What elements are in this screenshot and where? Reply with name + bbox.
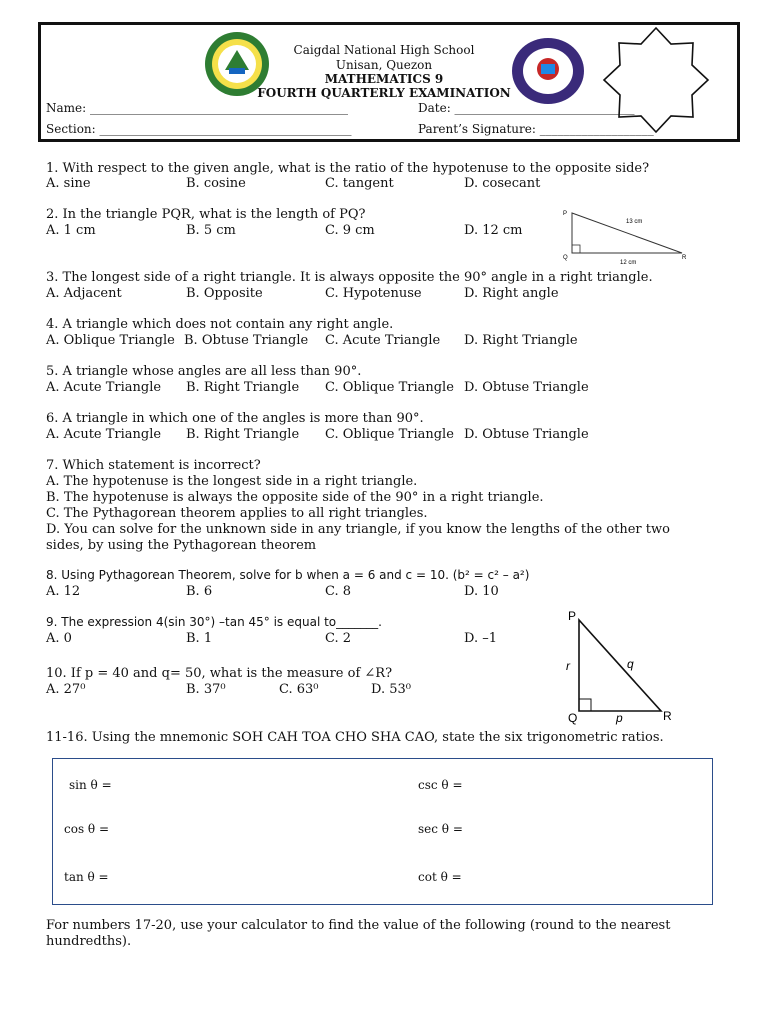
fig1-label-base: 12 cm [620,260,637,266]
question-4: 4. A triangle which does not contain any right angle. [46,317,394,332]
q1-option-d: D. cosecant [464,176,541,191]
fig2-label-p: P [568,609,577,623]
fig1-label-r: R [682,255,687,261]
q3-option-d: D. Right angle [464,286,559,301]
section-field[interactable]: Section: __________________________________________ [46,122,352,136]
name-field[interactable]: Name: ___________________________________________ [46,101,348,115]
q4-option-b: B. Obtuse Triangle [184,333,309,348]
fig2-side-r: r [566,659,570,673]
question-17-20-line1: For numbers 17-20, use your calculator to find the value of the following (round to the nearest [46,918,671,933]
q6-option-d: D. Obtuse Triangle [464,427,589,442]
q1-option-a: A. sine [46,176,91,191]
q7-option-d-line2: sides, by using the Pythagorean theorem [46,538,317,553]
q9-option-d: D. –1 [464,631,497,646]
triangle-pqr-figure [560,205,690,267]
fig1-label-p: P [563,211,568,217]
question-7: 7. Which statement is incorrect? [46,458,261,473]
q7-option-d-line1: D. You can solve for the unknown side in any triangle, if you know the lengths of the other two [46,522,670,537]
school-location: Unisan, Quezon [335,58,433,72]
q10-option-b: B. 37⁰ [186,682,226,697]
question-9: 9. The expression 4(sin 30°) –tan 45° is equal to_______. [46,615,382,629]
q10-option-d: D. 53⁰ [371,682,411,697]
school-name: Caigdal National High School [293,43,475,57]
q5-option-a: A. Acute Triangle [46,380,162,395]
fig2-side-q: q [627,657,634,671]
q8-option-b: B. 6 [186,584,213,599]
q9-option-b: B. 1 [186,631,213,646]
star-frame-icon [600,24,712,136]
question-8: 8. Using Pythagorean Theorem, solve for b when a = 6 and c = 10. (b² = c² – a²) [46,568,530,582]
q10-option-c: C. 63⁰ [279,682,319,697]
question-17-20-line2: hundredths). [46,934,132,949]
q9-option-c: C. 2 [325,631,352,646]
question-11-16: 11-16. Using the mnemonic SOH CAH TOA CHO SHA CAO, state the six trigonometric ratios. [46,730,664,745]
q7-option-c: C. The Pythagorean theorem applies to all right triangles. [46,506,428,521]
triangle-pqr-figure-2 [560,608,685,728]
q9-option-a: A. 0 [46,631,72,646]
q5-option-c: C. Oblique Triangle [325,380,454,395]
fig2-side-p: p [616,711,623,725]
q3-option-a: A. Adjacent [46,286,122,301]
q6-option-b: B. Right Triangle [186,427,300,442]
q3-option-c: C. Hypotenuse [325,286,422,301]
q7-option-b: B. The hypotenuse is always the opposite side of the 90° in a right triangle. [46,490,544,505]
trig-ratio-box [52,758,713,905]
fig2-label-q: Q [568,711,578,725]
cot-ratio: cot θ = [418,870,462,884]
question-1: 1. With respect to the given angle, what is the ratio of the hypotenuse to the opposite side? [46,161,650,176]
q4-option-c: C. Acute Triangle [325,333,441,348]
q2-option-c: C. 9 cm [325,223,375,238]
q2-option-b: B. 5 cm [186,223,236,238]
question-5: 5. A triangle whose angles are all less than 90°. [46,364,362,379]
fig1-label-q: Q [563,255,568,261]
q8-option-a: A. 12 [46,584,81,599]
question-2: 2. In the triangle PQR, what is the length of PQ? [46,207,366,222]
sin-ratio: sin θ = [69,778,112,792]
q1-option-b: B. cosine [186,176,246,191]
question-3: 3. The longest side of a right triangle. It is always opposite the 90° angle in a right triangle. [46,270,653,285]
q2-option-d: D. 12 cm [464,223,523,238]
q1-option-c: C. tangent [325,176,394,191]
q6-option-a: A. Acute Triangle [46,427,162,442]
fig2-label-r: R [663,709,672,723]
question-10: 10. If p = 40 and q= 50, what is the measure of ∠R? [46,666,393,681]
q2-option-a: A. 1 cm [46,223,96,238]
q7-option-a: A. The hypotenuse is the longest side in a right triangle. [46,474,418,489]
q10-option-a: A. 27⁰ [46,682,86,697]
question-6: 6. A triangle in which one of the angles is more than 90°. [46,411,424,426]
q4-option-d: D. Right Triangle [464,333,578,348]
parent-signature-field[interactable]: Parent’s Signature: ___________________ [418,122,654,136]
tan-ratio: tan θ = [64,870,109,884]
exam-title: FOURTH QUARTERLY EXAMINATION [257,86,511,100]
cos-ratio: cos θ = [64,822,110,836]
q3-option-b: B. Opposite [186,286,263,301]
q8-option-d: D. 10 [464,584,499,599]
fig1-label-hyp: 13 cm [626,219,643,225]
sec-ratio: sec θ = [418,822,463,836]
q8-option-c: C. 8 [325,584,352,599]
q6-option-c: C. Oblique Triangle [325,427,454,442]
q4-option-a: A. Oblique Triangle [46,333,175,348]
subject-title: MATHEMATICS 9 [324,72,444,86]
q5-option-b: B. Right Triangle [186,380,300,395]
q5-option-d: D. Obtuse Triangle [464,380,589,395]
date-field[interactable]: Date: ______________________________ [418,101,635,115]
csc-ratio: csc θ = [418,778,463,792]
